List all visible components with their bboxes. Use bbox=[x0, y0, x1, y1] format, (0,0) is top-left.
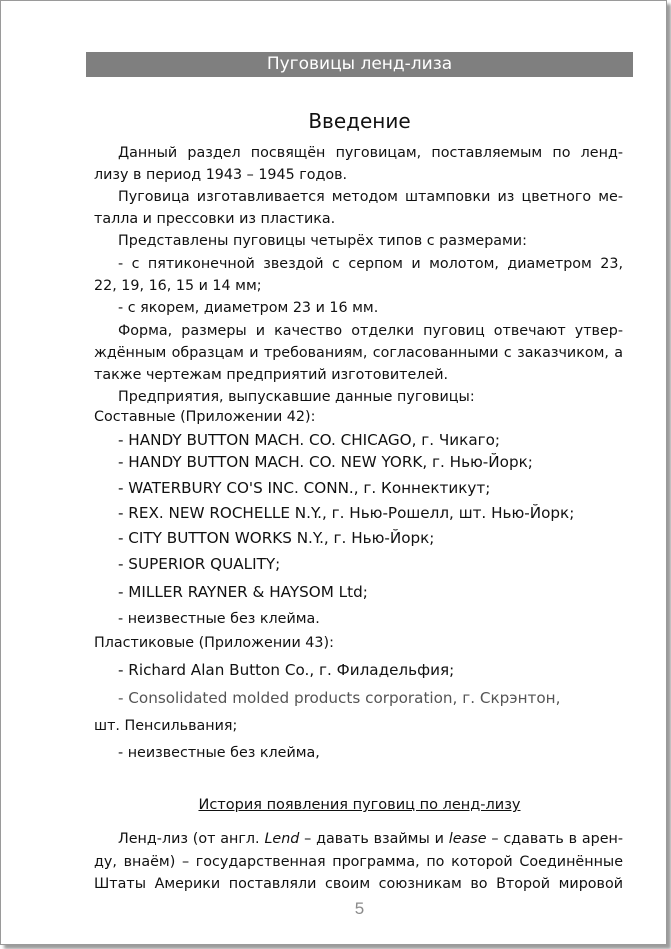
intro-p1-line1: Данный раздел посвящён пуговицам, поставляемым по ленд- bbox=[118, 145, 623, 161]
intro-p4-line1: Форма, размеры и качество отделки пуговиц отвечают утвер- bbox=[118, 323, 623, 339]
intro-heading: Введение bbox=[308, 109, 411, 133]
composite-label: Составные (Приложении 42): bbox=[94, 409, 316, 425]
composite-item: - SUPERIOR QUALITY; bbox=[118, 555, 281, 573]
intro-p4-line2: ждённым образцам и требованиям, согласованными с заказчиком, а bbox=[94, 345, 623, 361]
section-header-bar: Пуговицы ленд-лиза bbox=[86, 52, 633, 77]
composite-item: - HANDY BUTTON MACH. CO. NEW YORK, г. Нью-Йорк; bbox=[118, 453, 533, 471]
intro-bullet2: - с якорем, диаметром 23 и 16 мм. bbox=[118, 300, 379, 316]
history-heading: История появления пуговиц по ленд-лизу bbox=[198, 797, 521, 813]
intro-bullet1-line1: - с пятиконечной звездой с серпом и молотом, диаметром 23, bbox=[118, 256, 623, 272]
composite-item: - WATERBURY CO'S INC. CONN., г. Коннектикут; bbox=[118, 479, 491, 497]
plastic-item: - неизвестные без клейма, bbox=[118, 745, 320, 761]
intro-p3: Представлены пуговицы четырёх типов с размерами: bbox=[118, 233, 527, 249]
plastic-label: Пластиковые (Приложении 43): bbox=[94, 635, 334, 651]
composite-item: - неизвестные без клейма. bbox=[118, 611, 320, 627]
intro-p4-line3: также чертежам предприятий изготовителей. bbox=[94, 367, 449, 383]
composite-item: - REX. NEW ROCHELLE N.Y., г. Нью-Рошелл, шт. Нью-Йорк; bbox=[118, 504, 575, 522]
composite-item: - MILLER RAYNER & HAYSOM Ltd; bbox=[118, 583, 368, 601]
plastic-item: - Richard Alan Button Co., г. Филадельфия; bbox=[118, 661, 455, 679]
composite-item: - CITY BUTTON WORKS N.Y., г. Нью-Йорк; bbox=[118, 529, 435, 547]
plastic-item: - Consolidated molded products corporation, г. Скрэнтон, bbox=[118, 689, 561, 707]
intro-p2-line2: талла и прессовки из пластика. bbox=[94, 211, 336, 227]
plastic-item-continuation: шт. Пенсильвания; bbox=[94, 718, 238, 734]
history-line3: Штаты Америки поставляли своим союзникам во Второй мировой bbox=[94, 876, 623, 892]
composite-item: - HANDY BUTTON MACH. CO. CHICAGO, г. Чикаго; bbox=[118, 431, 501, 449]
history-line1: Ленд-лиз (от англ. Lend – давать взаймы и lease – сдавать в арен- bbox=[118, 831, 624, 847]
intro-p5: Предприятия, выпускавшие данные пуговицы: bbox=[118, 389, 475, 405]
page-number: 5 bbox=[354, 899, 365, 918]
intro-p2-line1: Пуговица изготавливается методом штамповки из цветного ме- bbox=[118, 189, 623, 205]
intro-bullet1-line2: 22, 19, 16, 15 и 14 мм; bbox=[94, 278, 262, 294]
history-line2: ду, внаём) – государственная программа, по которой Соединённые bbox=[94, 854, 623, 870]
intro-p1-line2: лизу в период 1943 – 1945 годов. bbox=[94, 167, 348, 183]
